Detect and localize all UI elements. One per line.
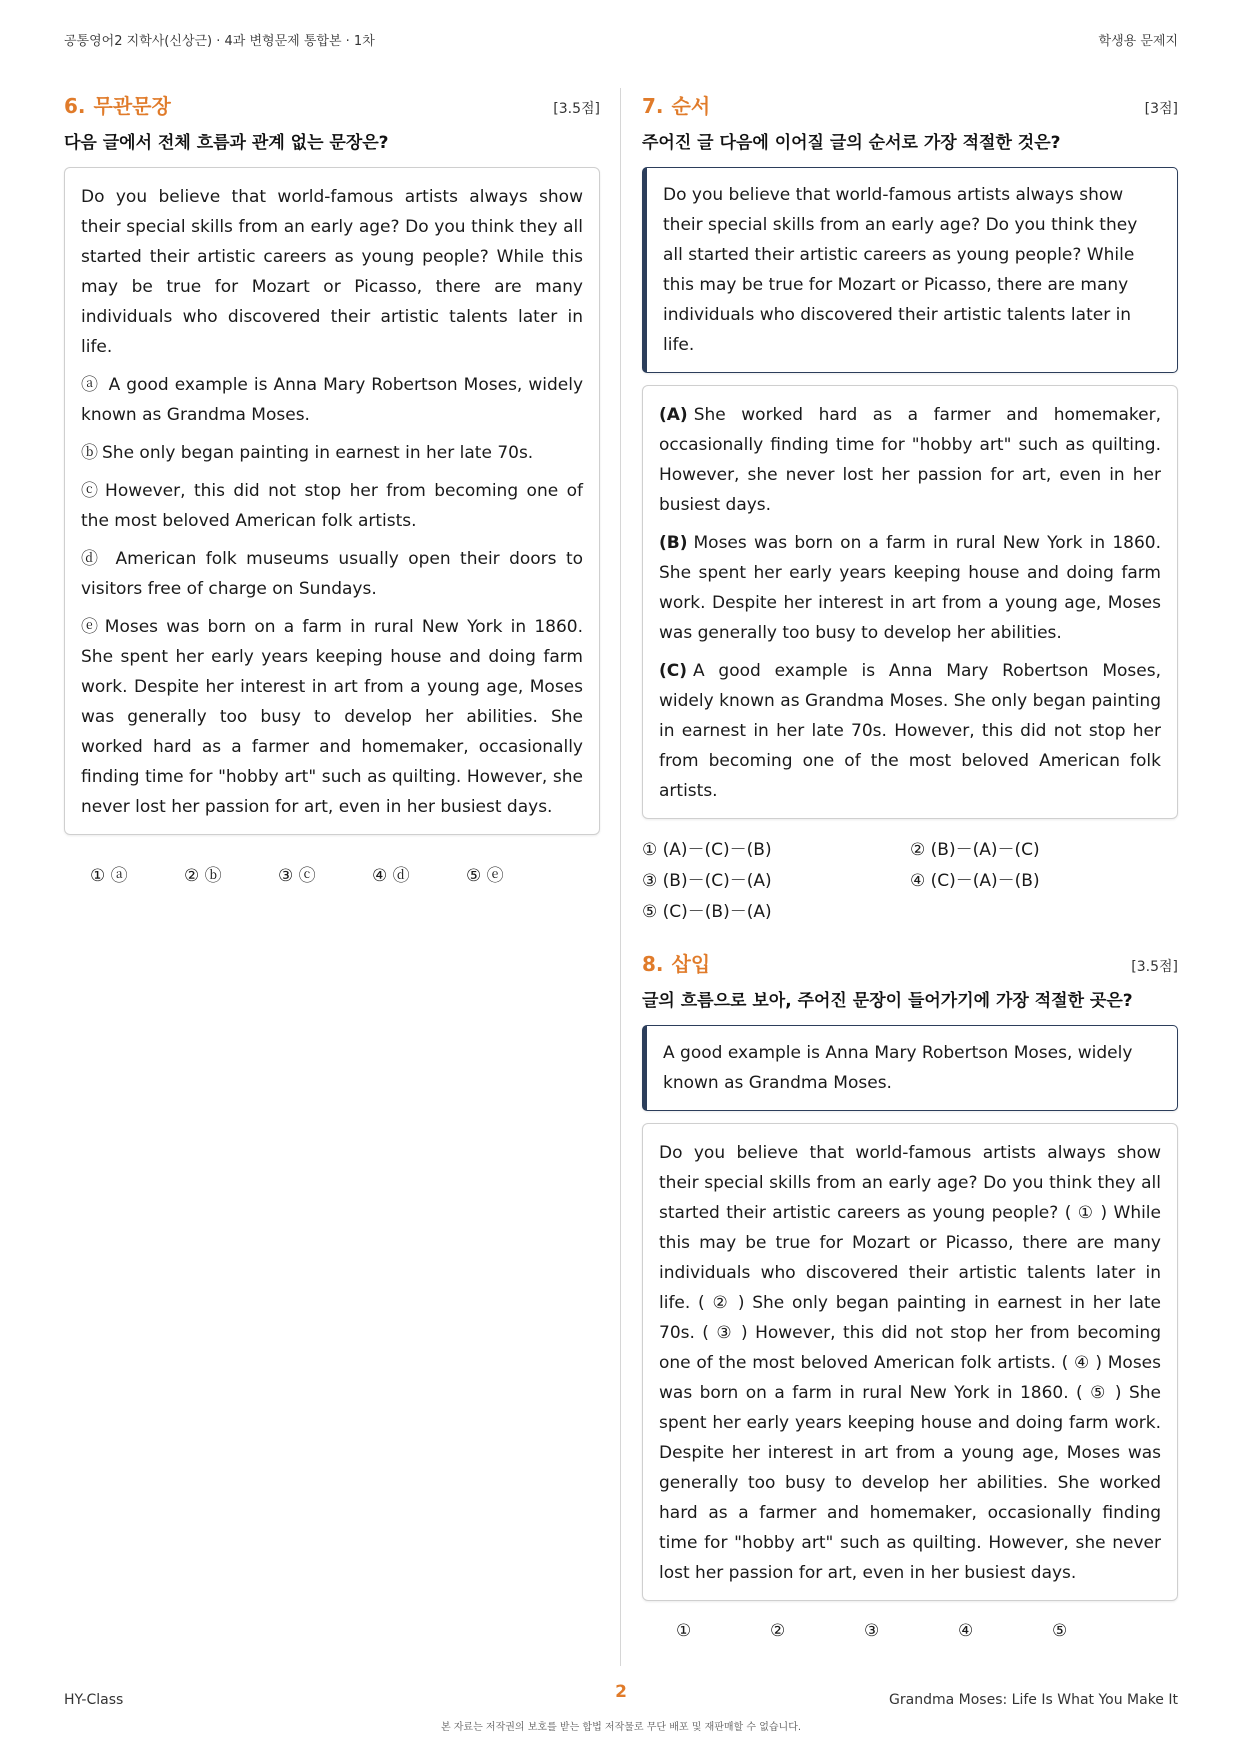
answer-option-1[interactable]: ① (A)－(C)－(B) [642,840,772,860]
paragraph-c [659,656,1161,806]
answer-option-5[interactable]: ⑤ (C)－(B)－(A) [642,902,772,922]
answer-option-2[interactable]: ② [770,1621,786,1641]
item-marker: ⓐ [81,375,99,395]
question-7-prompt: 주어진 글 다음에 이어질 글의 순서로 가장 적절한 것은? [642,133,1061,153]
paragraph-label: (A) [659,405,688,425]
question-7-title: 순서 [671,94,711,118]
paragraph-a [659,400,1161,520]
paragraph-b [659,528,1161,648]
item-text: She only began painting in earnest in her late 70s. [102,443,534,463]
question-8-number: 8. [642,952,664,976]
question-8-prompt: 글의 흐름으로 보아, 주어진 문장이 들어가기에 가장 적절한 곳은? [642,991,1133,1011]
question-7-header [642,90,1178,122]
question-8-title: 삽입 [671,952,711,976]
item-marker: ⓒ [81,481,102,501]
passage-item [81,370,583,430]
question-8-options [642,1621,1178,1641]
item-text: However, this did not stop her from becoming one of the most beloved American folk artists. [81,481,584,531]
item-marker: ⓓ [81,549,103,569]
passage-item [81,612,583,822]
footer-left: HY-Class [64,1692,124,1708]
question-7 [642,90,1178,922]
header-left: 공통영어2 지학사(신상근) · 4과 변형문제 통합본 · 1차 [64,34,375,49]
passage-intro: Do you believe that world-famous artists always show their special skills from an early age? Do you think they all started their artistic careers as young people? While this may be true for Mozart or Picasso, there are many individuals who discovered their artistic talents later in life. [81,187,583,357]
paragraph-text: A good example is Anna Mary Robertson Moses, widely known as Grandma Moses. She only began painting in earnest in her late 70s. However, this did not stop her from becoming one of the most beloved American folk artists. [659,661,1161,801]
answer-option-4[interactable]: ④ [958,1621,974,1641]
question-6-header [64,90,600,122]
answer-option-2[interactable]: ② ⓑ [184,866,222,886]
question-6-title: 무관문장 [93,94,171,118]
question-8-given-sentence: A good example is Anna Mary Robertson Moses, widely known as Grandma Moses. [642,1025,1178,1111]
item-marker: ⓔ [81,617,101,637]
question-6 [64,90,600,886]
question-6-options [64,861,600,886]
question-6-prompt: 다음 글에서 전체 흐름과 관계 없는 문장은? [64,133,389,153]
item-text: A good example is Anna Mary Robertson Moses, widely known as Grandma Moses. [81,375,584,425]
header-right: 학생용 문제지 [1098,34,1178,49]
answer-option-2[interactable]: ② (B)－(A)－(C) [910,840,1040,860]
question-8-passage: Do you believe that world-famous artists always show their special skills from an early age? Do you think they all started their artistic careers as young people? ( ① ) While this may be true for Mozart or Picasso, there are many individuals who discovered their artistic talents later in life. ( ② ) She only began painting in earnest in her late 70s. ( ③ ) However, this did not stop her from becoming one of the most beloved American folk artists. ( ④ ) Moses was born on a farm in rural New York in 1860. ( ⑤ ) She spent her early years keeping house and doing farm work. Despite her interest in art from a young age, Moses was generally too busy to develop her abilities. She worked hard as a farmer and homemaker, occasionally finding time for "hobby art" such as quilting. However, she never lost her passion for art, even in her busiest days. [642,1123,1178,1601]
question-7-paragraphs [642,385,1178,819]
answer-option-4[interactable]: ④ (C)－(A)－(B) [910,871,1040,891]
answer-option-5[interactable]: ⑤ [1052,1621,1068,1641]
copyright-notice: 본 자료는 저작권의 보호를 받는 합법 저작물로 무단 배포 및 재판매할 수 없습니다. [440,1722,802,1733]
answer-option-5[interactable]: ⑤ ⓔ [466,866,504,886]
passage-item [81,438,583,468]
passage-item [81,476,583,536]
paragraph-text: She worked hard as a farmer and homemaker, occasionally finding time for "hobby art" such as quilting. However, she never lost her passion for art, even in her busiest days. [659,405,1161,515]
page-number: 2 [615,1682,627,1702]
question-7-given-text: Do you believe that world-famous artists always show their special skills from an early age? Do you think they all started their artistic careers as young people? While this may be true for Mozart or Picasso, there are many individuals who discovered their artistic talents later in life. [642,167,1178,373]
footer-right: Grandma Moses: Life Is What You Make It [889,1692,1178,1708]
right-column [642,90,1178,1641]
question-6-points: [3.5점] [553,101,600,117]
answer-option-3[interactable]: ③ ⓒ [278,866,316,886]
answer-option-1[interactable]: ① [676,1621,692,1641]
item-text: American folk museums usually open their doors to visitors free of charge on Sundays. [81,549,584,599]
answer-option-3[interactable]: ③ [864,1621,880,1641]
question-7-number: 7. [642,94,664,118]
column-divider [620,88,621,1666]
item-marker: ⓑ [81,443,98,463]
answer-option-4[interactable]: ④ ⓓ [372,866,410,886]
question-7-options [642,835,1178,922]
question-8-header [642,948,1178,980]
question-8 [642,948,1178,1641]
passage-item [81,544,583,604]
answer-option-1[interactable]: ① ⓐ [90,866,128,886]
item-text: Moses was born on a farm in rural New York in 1860. She spent her early years keeping house and doing farm work. Despite her interest in art from a young age, Moses was generally too busy to develop her abilities. She worked hard as a farmer and homemaker, occasionally finding time for "hobby art" such as quilting. However, she never lost her passion for art, even in her busiest days. [81,617,584,817]
question-6-passage [64,167,600,835]
answer-option-3[interactable]: ③ (B)－(C)－(A) [642,871,772,891]
question-6-number: 6. [64,94,86,118]
paragraph-label: (B) [659,533,688,553]
paragraph-text: Moses was born on a farm in rural New York in 1860. She spent her early years keeping house and doing farm work. Despite her interest in art from a young age, Moses was generally too busy to develop her abilities. [659,533,1161,643]
question-7-points: [3점] [1144,101,1178,117]
paragraph-label: (C) [659,661,688,681]
question-8-points: [3.5점] [1131,959,1178,975]
